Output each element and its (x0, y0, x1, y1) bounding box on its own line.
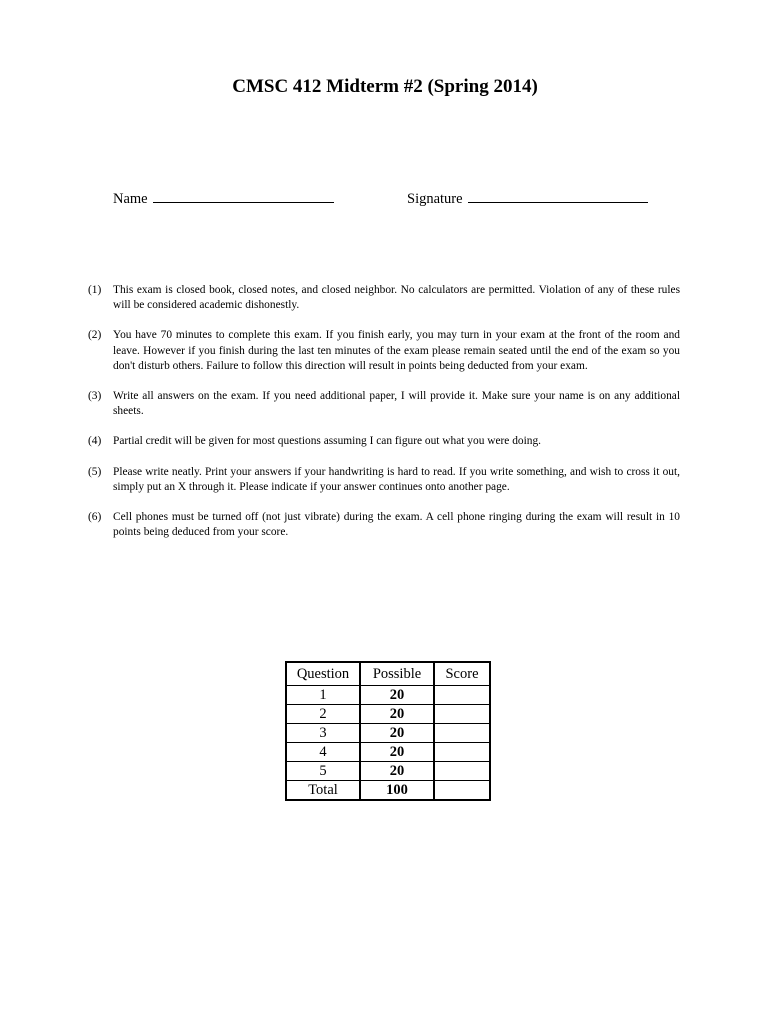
rule-item (88, 510, 680, 540)
table-row (286, 705, 490, 724)
rule-number: (2) (88, 329, 102, 342)
rule-number: (1) (88, 284, 102, 296)
total-score-cell[interactable] (434, 781, 490, 801)
score-cell[interactable] (434, 743, 490, 762)
signature-label: Signature (407, 191, 463, 207)
name-blank-line[interactable] (153, 190, 334, 203)
rule-text: You have 70 minutes to complete this exam. If you finish early, you may turn in your exam at the front of the room and leave. However if you finish during the last ten minutes of the exam please remain seated until the end of the exam so you don't disturb others. Failure to follow this direction will result in points being deducted from your exam. (113, 329, 680, 372)
rule-item (88, 328, 680, 374)
table-row (286, 743, 490, 762)
possible-column-header: Possible (360, 662, 434, 686)
rule-text: Please write neatly. Print your answers if your handwriting is hard to read. If you write something, and wish to cross it out, simply put an X through it. Please indicate if your answer continues onto another page. (113, 465, 680, 493)
name-label: Name (113, 191, 148, 207)
total-label-cell: Total (286, 781, 360, 801)
score-column-header: Score (434, 662, 490, 686)
score-table-header-row (286, 662, 490, 686)
exam-rules-list (88, 283, 680, 555)
score-cell[interactable] (434, 705, 490, 724)
signature-blank-line[interactable] (468, 190, 648, 203)
question-cell: 5 (286, 762, 360, 781)
score-cell[interactable] (434, 724, 490, 743)
rule-text: Partial credit will be given for most questions assuming I can figure out what you were doing. (113, 435, 542, 448)
score-cell[interactable] (434, 762, 490, 781)
table-row (286, 724, 490, 743)
total-row (286, 781, 490, 801)
question-cell: 4 (286, 743, 360, 762)
exam-title: CMSC 412 Midterm #2 (Spring 2014) (232, 76, 538, 97)
table-row (286, 686, 490, 705)
possible-cell: 20 (360, 686, 434, 705)
signature-field (407, 190, 648, 208)
question-cell: 1 (286, 686, 360, 705)
question-cell: 2 (286, 705, 360, 724)
table-row (286, 762, 490, 781)
rule-number: (4) (88, 435, 102, 448)
possible-cell: 20 (360, 705, 434, 724)
score-cell[interactable] (434, 686, 490, 705)
rule-number: (6) (88, 511, 102, 524)
possible-cell: 20 (360, 743, 434, 762)
question-cell: 3 (286, 724, 360, 743)
name-field (113, 190, 334, 208)
question-column-header: Question (286, 662, 360, 686)
rule-item (88, 434, 680, 449)
rule-text: This exam is closed book, closed notes, and closed neighbor. No calculators are permitted. Violation of any of these rules will be considered academic dishonestly. (113, 284, 680, 312)
rule-item (88, 389, 680, 419)
rule-text: Write all answers on the exam. If you need additional paper, I will provide it. Make sure your name is on any additional sheets. (113, 390, 680, 418)
possible-cell: 20 (360, 724, 434, 743)
rule-number: (5) (88, 465, 102, 478)
possible-cell: 20 (360, 762, 434, 781)
rule-item (88, 465, 680, 495)
rule-item (88, 283, 680, 313)
rule-number: (3) (88, 390, 102, 403)
rule-text: Cell phones must be turned off (not just vibrate) during the exam. A cell phone ringing during the exam will result in 10 points being deduced from your score. (113, 511, 680, 539)
score-table (285, 661, 491, 801)
total-possible-cell: 100 (360, 781, 434, 801)
